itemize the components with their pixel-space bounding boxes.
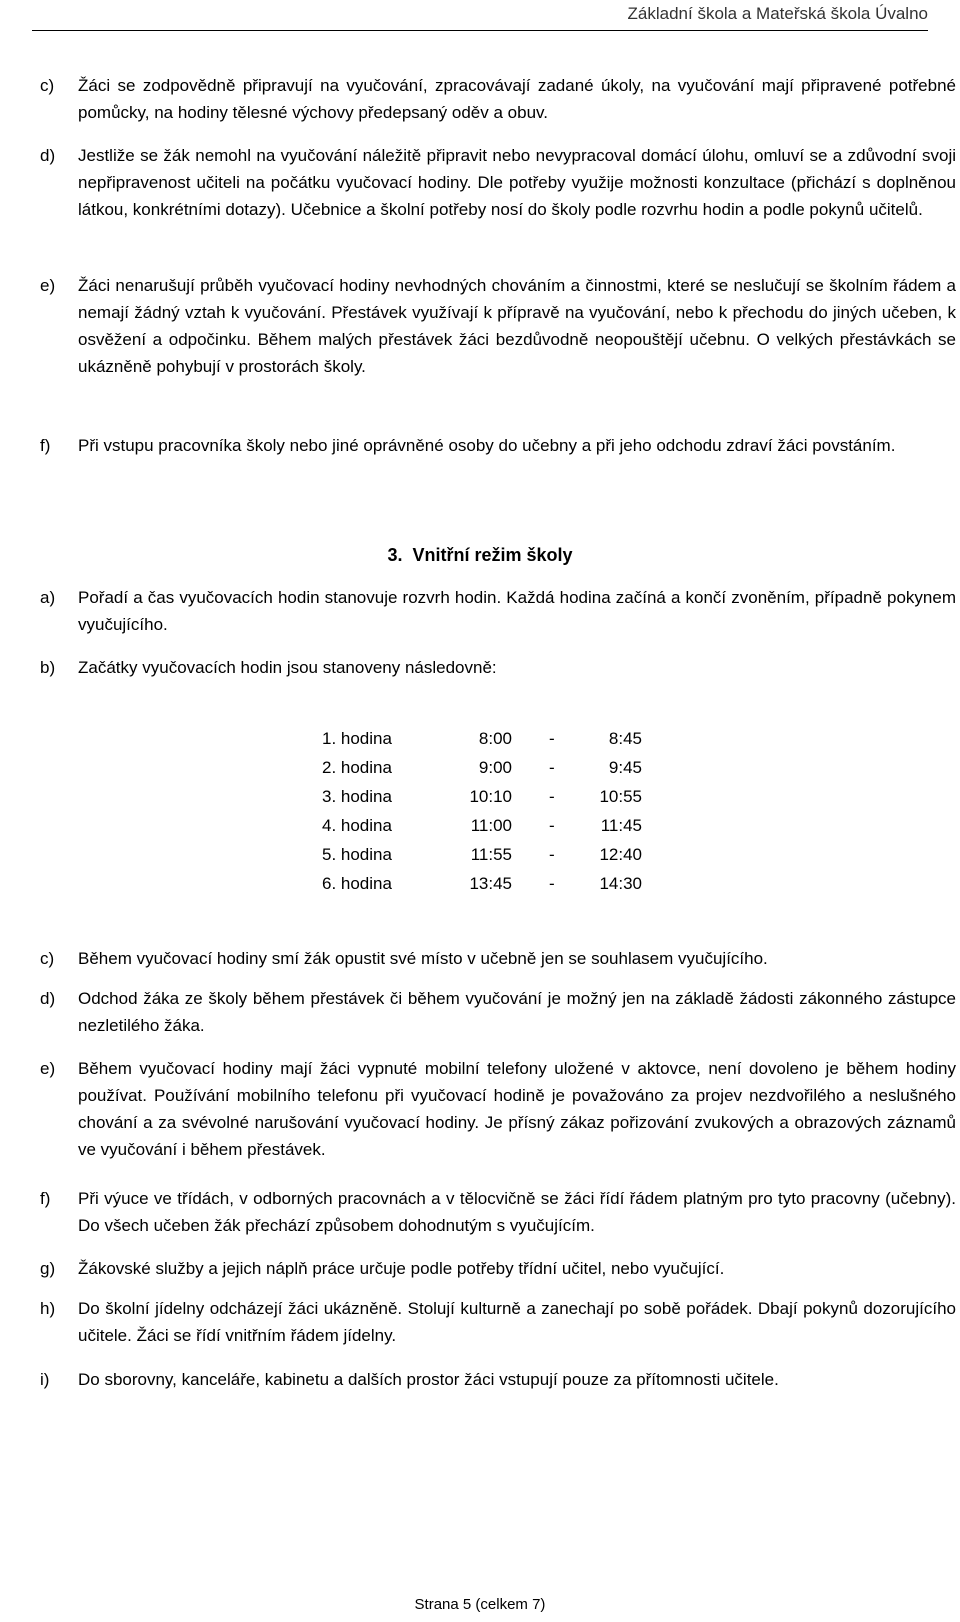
schedule-row <box>322 811 642 840</box>
item-label: f) <box>40 436 51 455</box>
item-text: Při vstupu pracovníka školy nebo jiné oprávněné osoby do učebny a při jeho odchodu zdraví žáci povstáním. <box>78 436 896 455</box>
lesson-name: 5. hodina <box>322 845 392 864</box>
header-rule <box>32 30 928 31</box>
item-text: Během vyučovací hodiny smí žák opustit své místo v učebně jen se souhlasem vyučujícího. <box>78 949 768 968</box>
item-label: c) <box>40 76 55 95</box>
schedule-row <box>322 869 642 898</box>
item-text: Odchod žáka ze školy během přestávek či během vyučování je možný jen na základě žádosti zákonného zástupce nezletilého žáka. <box>78 989 956 1035</box>
item-label: d) <box>40 146 56 165</box>
lesson-name: 4. hodina <box>322 816 392 835</box>
item-text: Žákovské služby a jejich náplň práce určuje podle potřeby třídní učitel, nebo vyučující. <box>78 1259 725 1278</box>
item-label: g) <box>40 1259 56 1278</box>
item-label: e) <box>40 1059 56 1078</box>
time-dash: - <box>549 874 555 893</box>
page-number: Strana 5 (celkem 7) <box>414 1596 546 1613</box>
item-label: f) <box>40 1189 51 1208</box>
lesson-end: 12:40 <box>599 845 642 864</box>
lesson-end: 11:45 <box>600 816 642 835</box>
header-title: Základní škola a Mateřská škola Úvalno <box>627 4 928 23</box>
schedule-row <box>322 753 642 782</box>
lesson-start: 11:00 <box>470 816 512 835</box>
schedule-row <box>322 782 642 811</box>
item-label: c) <box>40 949 55 968</box>
item-text: Do školní jídelny odcházejí žáci ukázněně. Stolují kulturně a zanechají po sobě pořádek. Dbají pokynů dozorujícího učitele. Žáci se řídí vnitřním řádem jídelny. <box>78 1299 956 1345</box>
schedule-row <box>322 840 642 869</box>
lesson-start: 10:10 <box>469 787 512 806</box>
lesson-end: 14:30 <box>599 874 642 893</box>
item-text: Při výuce ve třídách, v odborných pracovnách a v tělocvičně se žáci řídí řádem platným pro tyto pracovny (učebny). Do všech učeben žák přechází způsobem dohodnutým s vyučujícím. <box>78 1189 956 1235</box>
item-label: d) <box>40 989 56 1008</box>
lesson-start: 13:45 <box>469 874 512 893</box>
time-dash: - <box>549 758 555 777</box>
lesson-end: 9:45 <box>608 758 642 777</box>
section-heading <box>0 542 960 569</box>
section-number: 3. <box>387 545 403 565</box>
time-dash: - <box>549 729 555 748</box>
page-header <box>0 4 960 26</box>
item-label: e) <box>40 276 56 295</box>
section-title: Vnitřní režim školy <box>412 545 573 565</box>
lesson-schedule <box>322 724 642 898</box>
lesson-name: 1. hodina <box>322 729 392 748</box>
item-text: Žáci se zodpovědně připravují na vyučování, zpracovávají zadané úkoly, na vyučování mají připravené potřebné pomůcky, na hodiny tělesné výchovy předepsaný oděv a obuv. <box>78 76 956 122</box>
lesson-name: 3. hodina <box>322 787 392 806</box>
item-label: h) <box>40 1299 56 1318</box>
item-label: a) <box>40 588 56 607</box>
time-dash: - <box>549 787 555 806</box>
lesson-end: 8:45 <box>608 729 642 748</box>
item-label: i) <box>40 1370 50 1389</box>
lesson-start: 9:00 <box>478 758 512 777</box>
time-dash: - <box>549 816 555 835</box>
lesson-start: 8:00 <box>478 729 512 748</box>
item-text: Pořadí a čas vyučovacích hodin stanovuje rozvrh hodin. Každá hodina začíná a končí zvoněním, případně pokynem vyučujícího. <box>78 588 956 634</box>
lesson-name: 6. hodina <box>322 874 392 893</box>
item-text: Během vyučovací hodiny mají žáci vypnuté mobilní telefony uložené v aktovce, není dovoleno je během hodiny používat. Používání mobilního telefonu při vyučovací hodině je považováno za projev nezdvořilého a neslušného chování a za svévolné narušování vyučovací hodiny. Je přísný zákaz pořizování zvukových a obrazových záznamů ve vyučování i během přestávek. <box>78 1059 956 1159</box>
item-text: Do sborovny, kanceláře, kabinetu a dalších prostor žáci vstupují pouze za přítomnosti učitele. <box>78 1370 779 1389</box>
lesson-name: 2. hodina <box>322 758 392 777</box>
item-text: Jestliže se žák nemohl na vyučování náležitě připravit nebo nevypracoval domácí úlohu, omluví se a zdůvodní svoji nepřipravenost učiteli na počátku vyučovací hodiny. Dle potřeby využije možnosti konzultace (přichází s doplněnou látkou, konkrétními dotazy). Učebnice a školní potřeby nosí do školy podle rozvrhu hodin a podle pokynů učitelů. <box>78 146 956 219</box>
item-text: Začátky vyučovacích hodin jsou stanoveny následovně: <box>78 658 497 677</box>
time-dash: - <box>549 845 555 864</box>
item-text: Žáci nenarušují průběh vyučovací hodiny nevhodných chováním a činnostmi, které se neslučují se školním řádem a nemají žádný vztah k vyučování. Přestávek využívají k přípravě na vyučování, nebo k přechodu do jiných učeben, k osvěžení a odpočinku. Během malých přestávek žáci bezdůvodně neopouštějí učebnu. O velkých přestávkách se ukázněně pohybují v prostorách školy. <box>78 276 956 376</box>
lesson-start: 11:55 <box>470 845 512 864</box>
schedule-row <box>322 724 642 753</box>
lesson-end: 10:55 <box>599 787 642 806</box>
item-label: b) <box>40 658 56 677</box>
